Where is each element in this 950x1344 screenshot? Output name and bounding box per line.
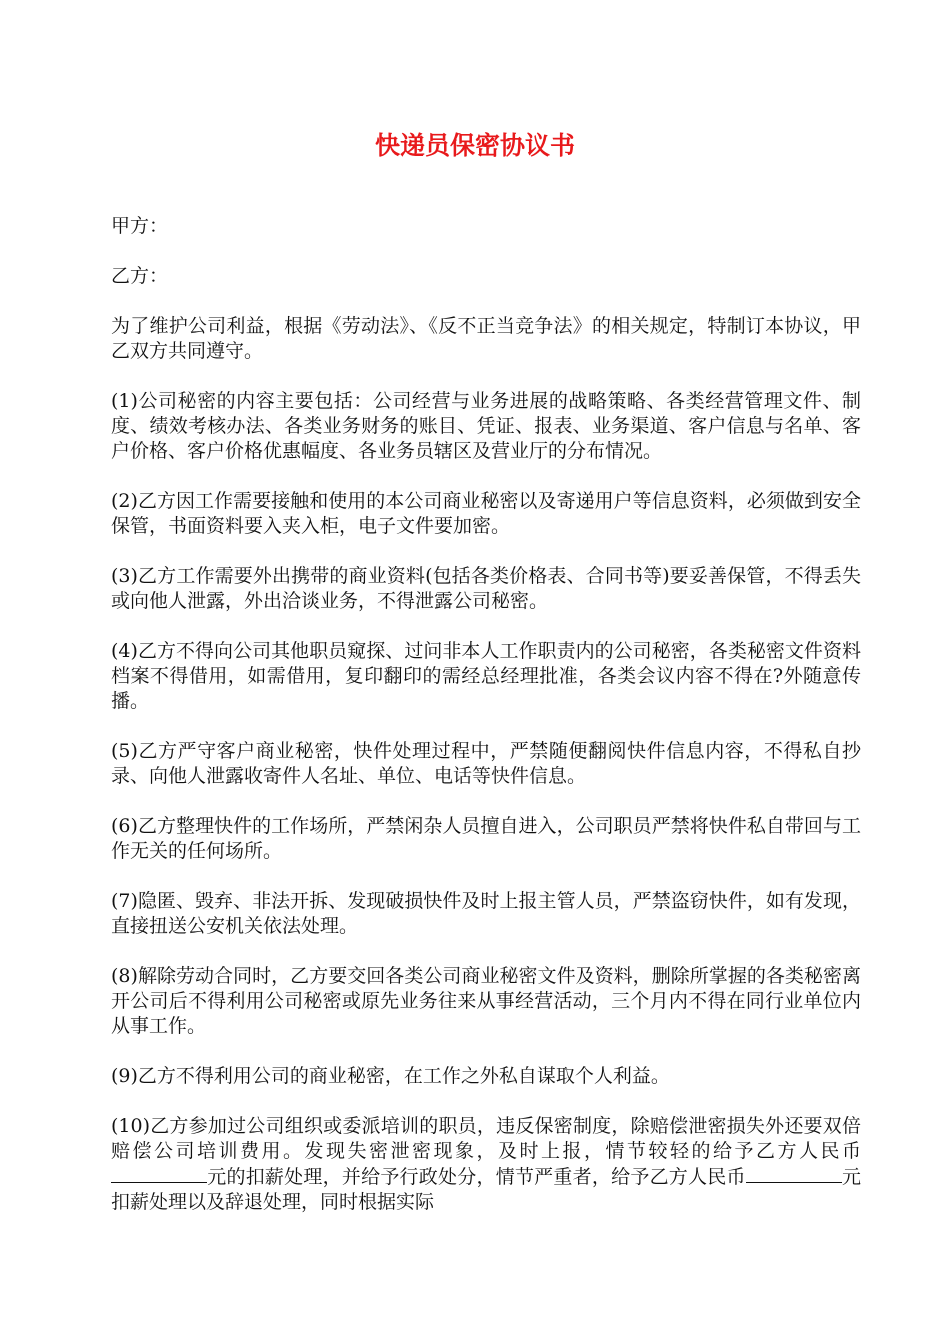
document-body <box>111 214 861 1240</box>
amount-blank-1 <box>111 1164 207 1183</box>
intro-paragraph: 为了维护公司利益，根据《劳动法》、《反不正当竞争法》的相关规定，特制订本协议，甲乙双方共同遵守。 <box>111 315 861 362</box>
clause-7: (7)隐匿、毁弃、非法开拆、发现破损快件及时上报主管人员，严禁盗窃快件，如有发现，直接扭送公安机关依法处理。 <box>111 890 861 937</box>
clause-2: (2)乙方因工作需要接触和使用的本公司商业秘密以及寄递用户等信息资料，必须做到安全保管，书面资料要入夹入柜，电子文件要加密。 <box>111 490 861 537</box>
clause-10-part-1: (10)乙方参加过公司组织或委派培训的职员，违反保密制度，除赔偿泄密损失外还要双倍赔偿公司培训费用。发现失密泄密现象，及时上报，情节较轻的给予乙方人民币 <box>111 1115 861 1162</box>
clause-10 <box>111 1114 861 1215</box>
clause-3: (3)乙方工作需要外出携带的商业资料(包括各类价格表、合同书等)要妥善保管，不得丢失或向他人泄露，外出洽谈业务，不得泄露公司秘密。 <box>111 565 861 612</box>
clause-6: (6)乙方整理快件的工作场所，严禁闲杂人员擅自进入，公司职员严禁将快件私自带回与工作无关的任何场所。 <box>111 815 861 862</box>
clause-10-part-3: 元扣薪处理以及辞退处理，同时根据实际 <box>111 1166 861 1213</box>
clause-10-part-2: 元的扣薪处理，并给予行政处分，情节严重者，给予乙方人民币 <box>207 1166 746 1188</box>
clause-5: (5)乙方严守客户商业秘密，快件处理过程中，严禁随便翻阅快件信息内容，不得私自抄录、向他人泄露收寄件人名址、单位、电话等快件信息。 <box>111 740 861 787</box>
party-a-line: 甲方： <box>111 215 169 237</box>
clause-4: (4)乙方不得向公司其他职员窥探、过问非本人工作职责内的公司秘密，各类秘密文件资料档案不得借用，如需借用，复印翻印的需经总经理批准，各类会议内容不得在?外随意传播。 <box>111 640 861 712</box>
party-b-line: 乙方： <box>111 265 169 287</box>
clause-8: (8)解除劳动合同时，乙方要交回各类公司商业秘密文件及资料，删除所掌握的各类秘密离开公司后不得利用公司秘密或原先业务往来从事经营活动，三个月内不得在同行业单位内从事工作。 <box>111 965 861 1037</box>
clause-1: (1)公司秘密的内容主要包括：公司经营与业务进展的战略策略、各类经营管理文件、制度、绩效考核办法、各类业务财务的账目、凭证、报表、业务渠道、客户信息与名单、客户价格、客户价格优惠幅度、各业务员辖区及营业厅的分布情况。 <box>111 390 861 462</box>
document-title: 快递员保密协议书 <box>374 131 575 160</box>
clause-9: (9)乙方不得利用公司的商业秘密，在工作之外私自谋取个人利益。 <box>111 1065 670 1087</box>
amount-blank-2 <box>746 1164 842 1183</box>
